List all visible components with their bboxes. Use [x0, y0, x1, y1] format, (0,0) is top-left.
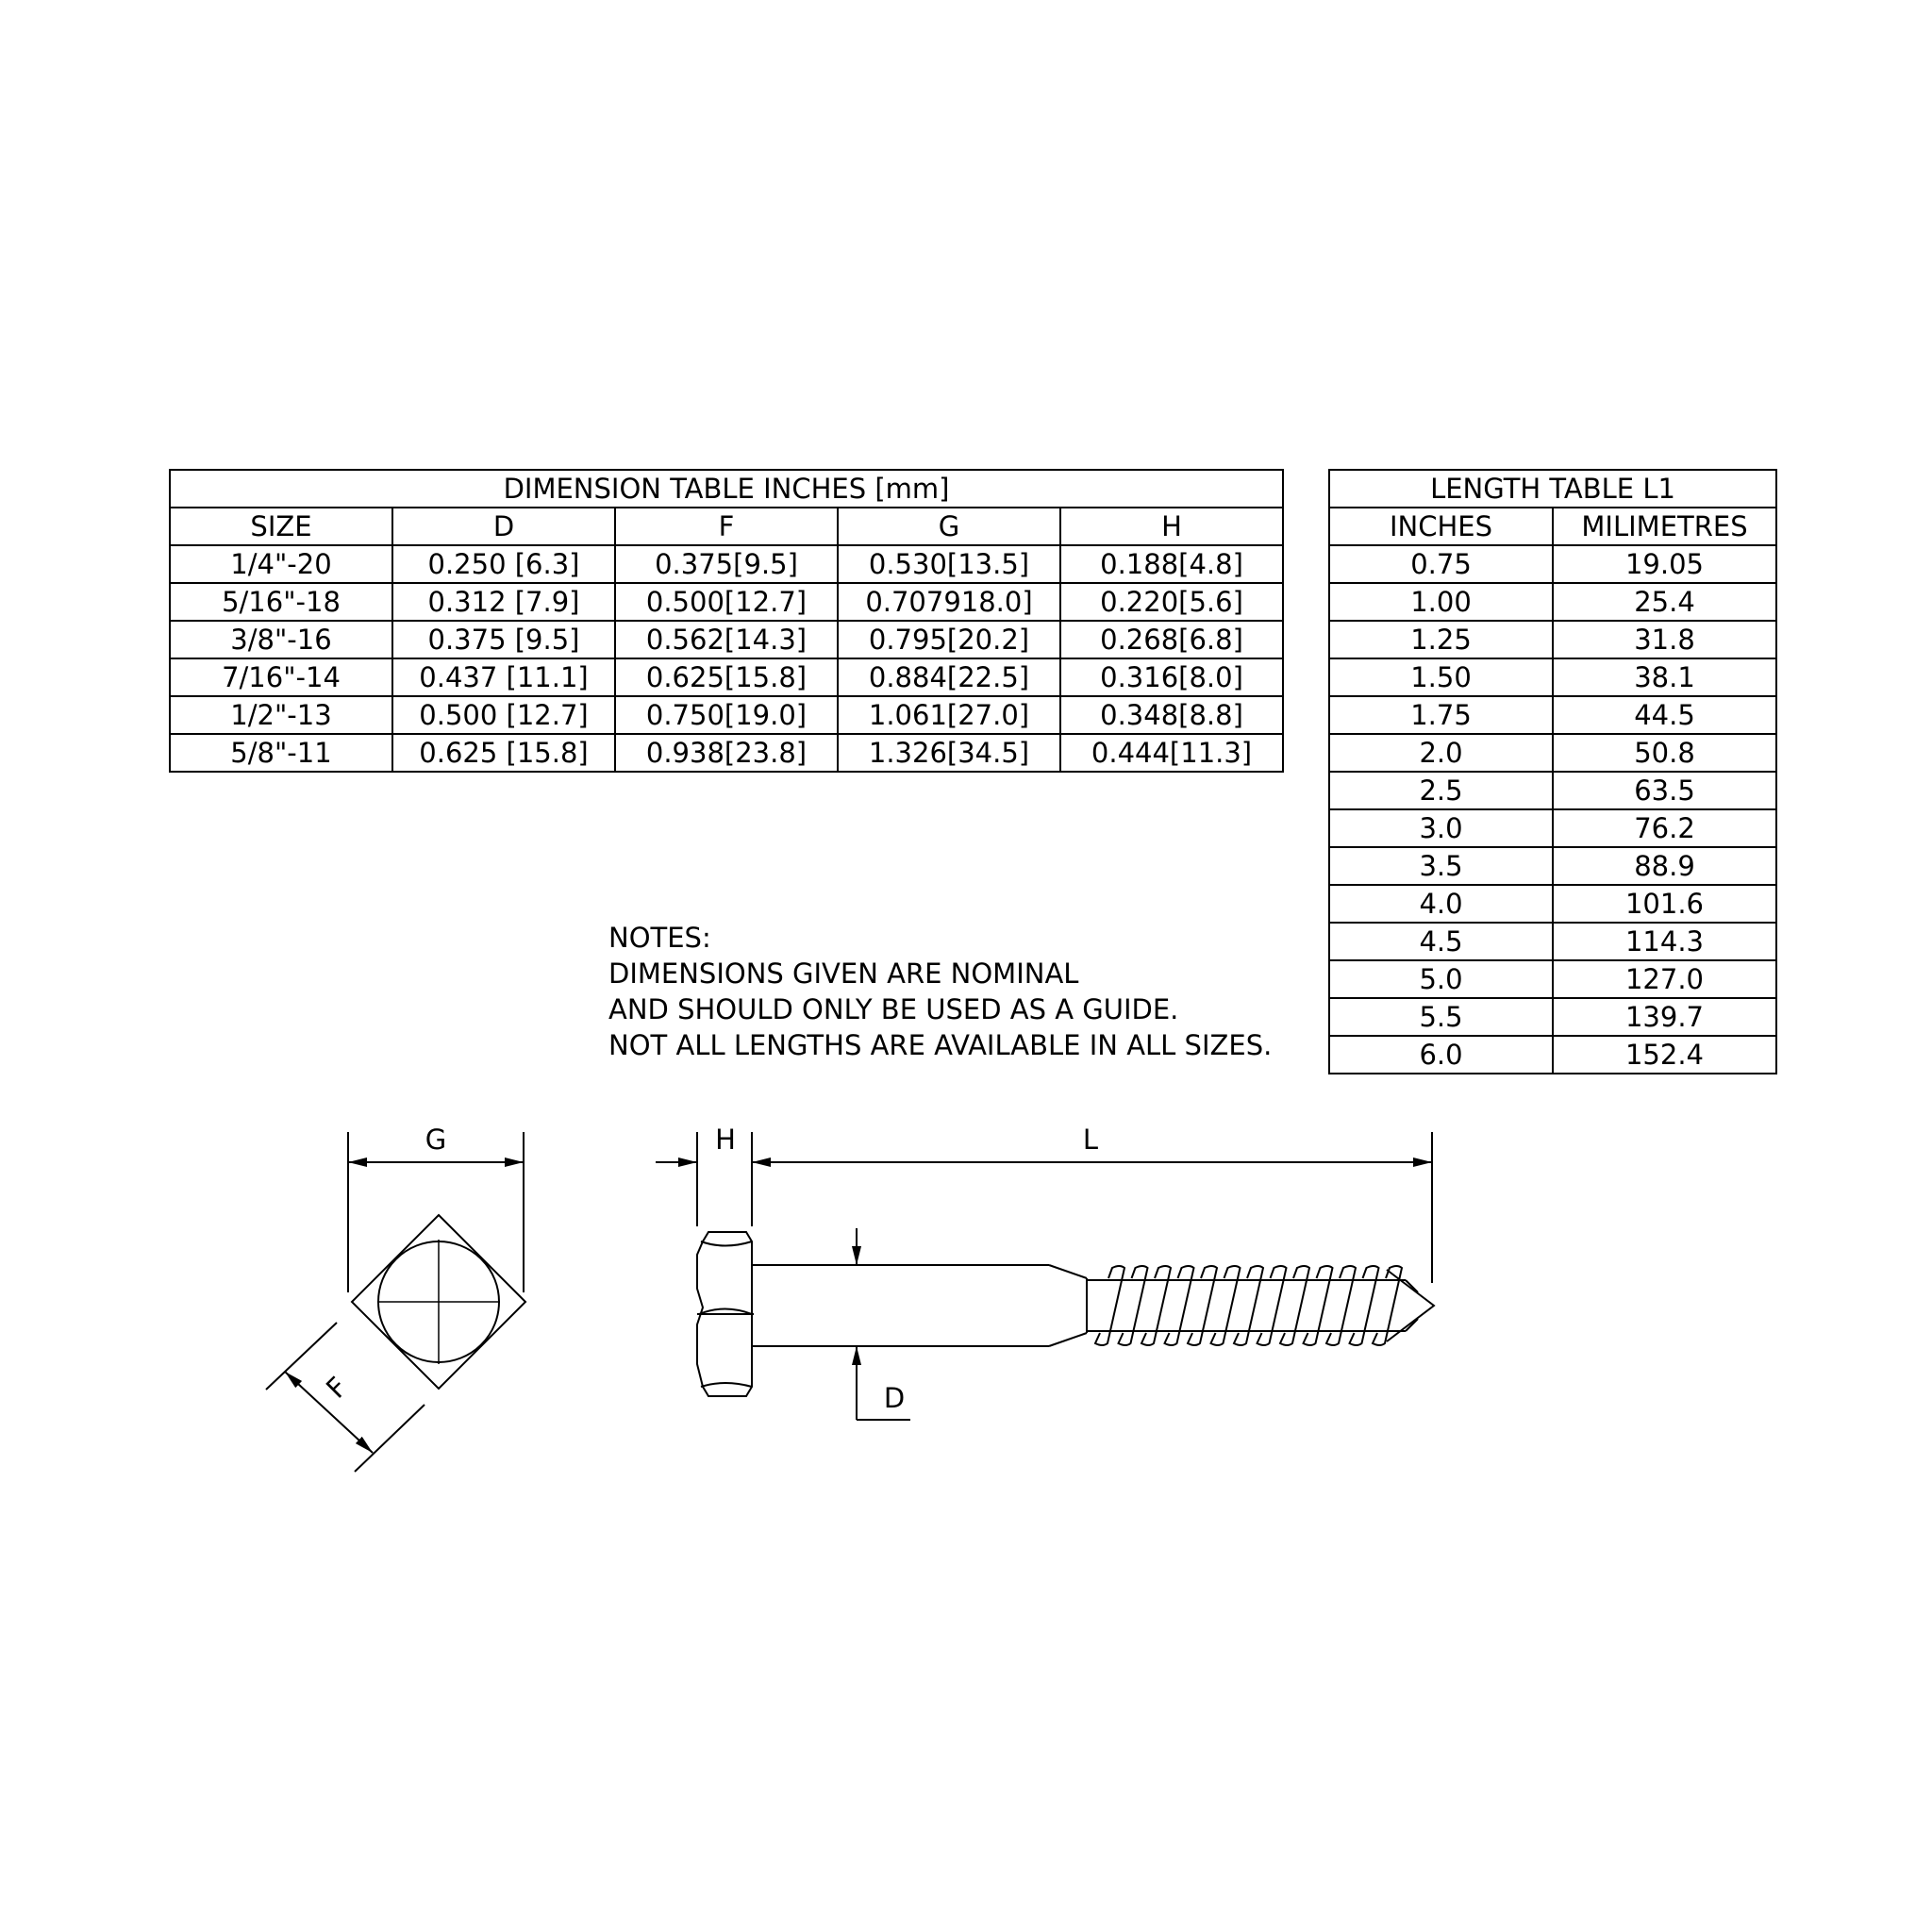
- length-table-cell: 31.8: [1553, 621, 1776, 658]
- dimension-table-cell: 0.562[14.3]: [615, 621, 838, 658]
- screw-threads: [1095, 1266, 1402, 1345]
- length-table-cell: 139.7: [1553, 998, 1776, 1036]
- dimension-table-cell: 1/4"-20: [170, 545, 392, 583]
- notes-line: AND SHOULD ONLY BE USED AS A GUIDE.: [608, 993, 1179, 1025]
- dimension-table-cell: 0.625 [15.8]: [392, 734, 615, 772]
- dimension-table-cell: 0.500 [12.7]: [392, 696, 615, 734]
- length-table-cell: 2.0: [1329, 734, 1553, 772]
- dimension-table-cell: 0.750[19.0]: [615, 696, 838, 734]
- dimension-header-g: G: [838, 508, 1060, 545]
- length-table-cell: 63.5: [1553, 772, 1776, 809]
- dimension-table-cell: 0.312 [7.9]: [392, 583, 615, 621]
- length-table-cell: 1.25: [1329, 621, 1553, 658]
- length-table-cell: 1.50: [1329, 658, 1553, 696]
- length-table-cell: 4.5: [1329, 923, 1553, 960]
- length-table-cell: 88.9: [1553, 847, 1776, 885]
- dimension-table-cell: 0.220[5.6]: [1060, 583, 1283, 621]
- label-g: G: [425, 1124, 447, 1156]
- dimension-table-cell: 5/16"-18: [170, 583, 392, 621]
- dimension-table-cell: 0.375[9.5]: [615, 545, 838, 583]
- dimension-table-cell: 0.444[11.3]: [1060, 734, 1283, 772]
- square-head-view: [266, 1132, 525, 1472]
- length-table-cell: 25.4: [1553, 583, 1776, 621]
- dimension-table-cell: 7/16"-14: [170, 658, 392, 696]
- dimension-table-title: DIMENSION TABLE INCHES [mm]: [170, 470, 1283, 508]
- dimension-table-cell: 0.437 [11.1]: [392, 658, 615, 696]
- label-l: L: [1082, 1124, 1099, 1156]
- length-table-cell: 2.5: [1329, 772, 1553, 809]
- length-header-millimetres: MILIMETRES: [1553, 508, 1776, 545]
- dimension-table-cell: 3/8"-16: [170, 621, 392, 658]
- dimension-table-cell: 1/2"-13: [170, 696, 392, 734]
- dimension-table-cell: 0.884[22.5]: [838, 658, 1060, 696]
- length-table-cell: 152.4: [1553, 1036, 1776, 1074]
- thread-crest: [1095, 1266, 1124, 1345]
- length-table-title: LENGTH TABLE L1: [1329, 470, 1776, 508]
- dimension-table-cell: 0.268[6.8]: [1060, 621, 1283, 658]
- length-table-cell: 5.5: [1329, 998, 1553, 1036]
- dimension-table-cell: 0.707918.0]: [838, 583, 1060, 621]
- dimension-header-size: SIZE: [170, 508, 392, 545]
- dimension-table-cell: 1.061[27.0]: [838, 696, 1060, 734]
- length-header-inches: INCHES: [1329, 508, 1553, 545]
- dimension-table-cell: 0.250 [6.3]: [392, 545, 615, 583]
- length-table-cell: 5.0: [1329, 960, 1553, 998]
- length-table-cell: 101.6: [1553, 885, 1776, 923]
- length-table-cell: 76.2: [1553, 809, 1776, 847]
- notes-heading: NOTES:: [608, 922, 711, 954]
- length-table-cell: 127.0: [1553, 960, 1776, 998]
- dimension-table-cell: 0.795[20.2]: [838, 621, 1060, 658]
- dimension-table-cell: 0.625[15.8]: [615, 658, 838, 696]
- dimension-table-cell: 0.316[8.0]: [1060, 658, 1283, 696]
- label-h: H: [715, 1124, 736, 1156]
- length-table-cell: 1.75: [1329, 696, 1553, 734]
- length-table-cell: 4.0: [1329, 885, 1553, 923]
- dimension-table-cell: 1.326[34.5]: [838, 734, 1060, 772]
- dimension-table-cell: 0.348[8.8]: [1060, 696, 1283, 734]
- dimension-header-d: D: [392, 508, 615, 545]
- length-table-cell: 3.5: [1329, 847, 1553, 885]
- length-table-cell: 6.0: [1329, 1036, 1553, 1074]
- length-table-cell: 1.00: [1329, 583, 1553, 621]
- length-table-cell: 19.05: [1553, 545, 1776, 583]
- dimension-table-cell: 0.375 [9.5]: [392, 621, 615, 658]
- length-table-cell: 0.75: [1329, 545, 1553, 583]
- length-table-cell: 44.5: [1553, 696, 1776, 734]
- length-table-cell: 38.1: [1553, 658, 1776, 696]
- length-table-cell: 50.8: [1553, 734, 1776, 772]
- length-table-cell: 114.3: [1553, 923, 1776, 960]
- notes-line: NOT ALL LENGTHS ARE AVAILABLE IN ALL SIZES.: [608, 1029, 1273, 1061]
- dimension-table-cell: 0.530[13.5]: [838, 545, 1060, 583]
- dimension-table-cell: 0.500[12.7]: [615, 583, 838, 621]
- screw-side-view: [656, 1132, 1434, 1420]
- notes-line: DIMENSIONS GIVEN ARE NOMINAL: [608, 958, 1079, 990]
- dimension-header-h: H: [1060, 508, 1283, 545]
- dimension-header-f: F: [615, 508, 838, 545]
- dimension-table-cell: 5/8"-11: [170, 734, 392, 772]
- dimension-table-cell: 0.938[23.8]: [615, 734, 838, 772]
- label-d: D: [883, 1382, 906, 1414]
- dimension-table-cell: 0.188[4.8]: [1060, 545, 1283, 583]
- length-table-cell: 3.0: [1329, 809, 1553, 847]
- label-f: F: [320, 1371, 354, 1405]
